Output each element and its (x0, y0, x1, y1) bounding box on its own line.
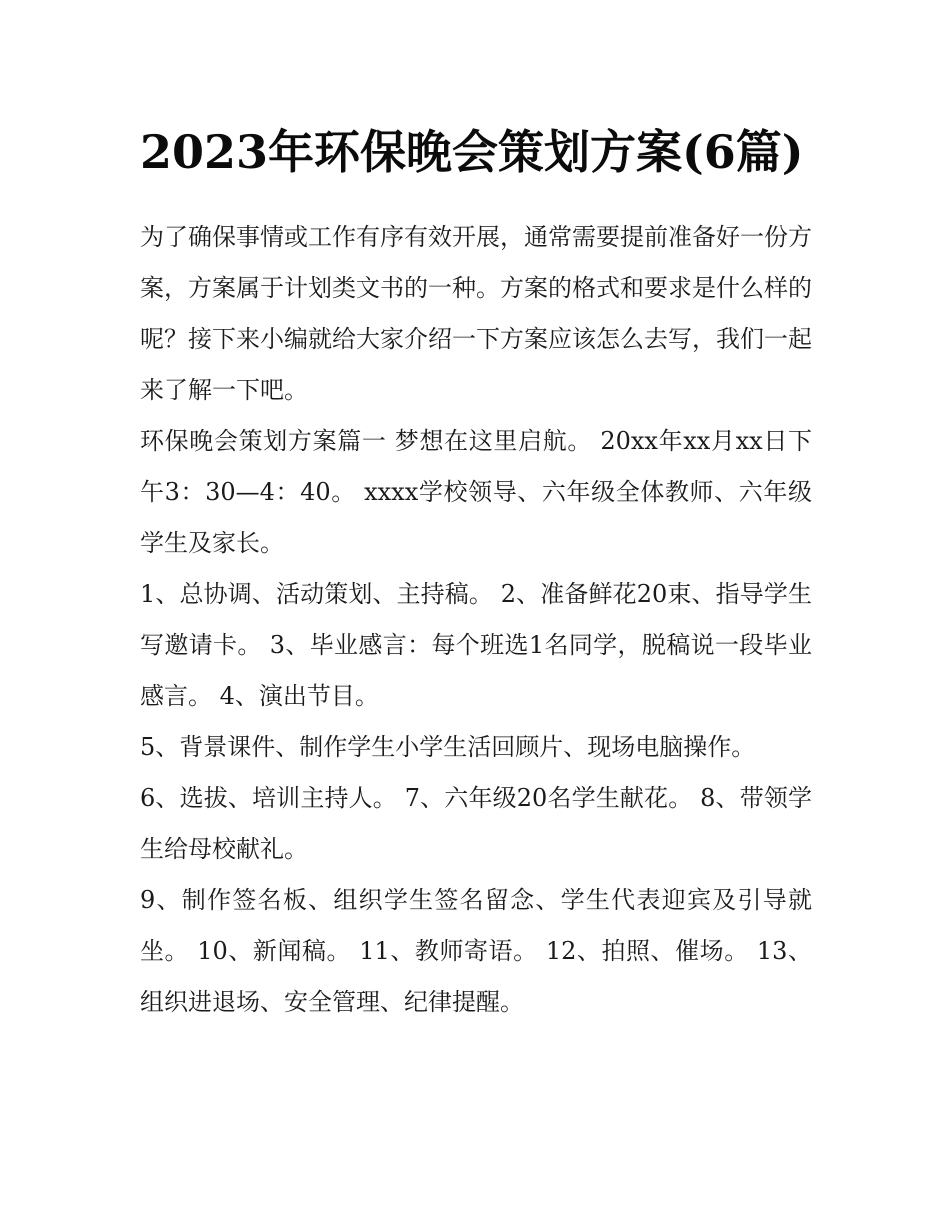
intro-paragraph: 为了确保事情或工作有序有效开展，通常需要提前准备好一份方案，方案属于计划类文书的一种。方案的格式和要求是什么样的呢？接下来小编就给大家介绍一下方案应该怎么去写，我们一起来了解一下吧。 (140, 223, 812, 404)
task-list-paragraph-1: 1、总协调、活动策划、主持稿。 2、准备鲜花20束、指导学生写邀请卡。 3、毕业感言：每个班选1名同学，脱稿说一段毕业感言。 4、演出节目。 (140, 580, 812, 710)
document-title: 2023年环保晚会策划方案(6篇) (140, 125, 804, 179)
plan-one-paragraph: 环保晚会策划方案篇一 梦想在这里启航。 20xx年xx月xx日下午3：30—4：40。 xxxx学校领导、六年级全体教师、六年级学生及家长。 (140, 427, 812, 557)
task-list-paragraph-3: 6、选拔、培训主持人。 7、六年级20名学生献花。 8、带领学生给母校献礼。 (140, 784, 812, 863)
task-list-paragraph-2: 5、背景课件、制作学生小学生活回顾片、现场电脑操作。 (140, 733, 756, 761)
document-page (140, 116, 812, 1028)
task-list-paragraph-4: 9、制作签名板、组织学生签名留念、学生代表迎宾及引导就坐。 10、新闻稿。 11、教师寄语。 12、拍照、催场。 13、组织进退场、安全管理、纪律提醒。 (140, 886, 812, 1016)
